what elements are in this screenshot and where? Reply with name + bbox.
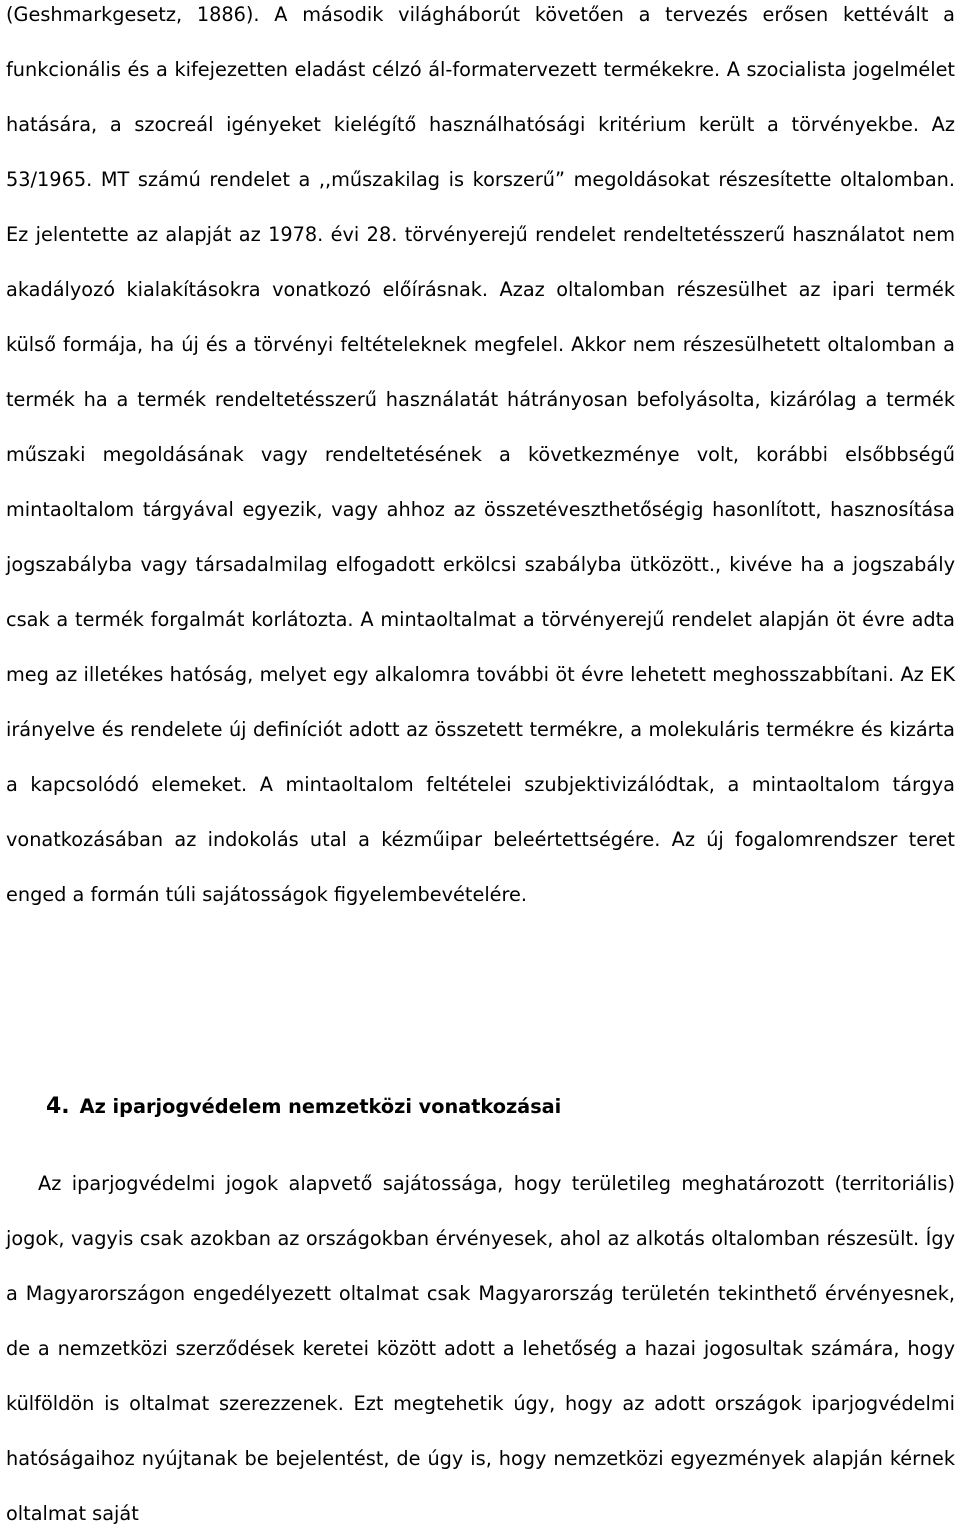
body-paragraph-design-law-history: (Geshmarkgesetz, 1886). A második világháborút követően a tervezés erősen kettévált a funkcionális és a kifejezetten eladást célzó ál-formatervezett termékekre. A szocialista jogelmélet hatására, a szocreál igényeket kielégítő használhatósági kritérium került a törvényekbe. Az 53/1965. MT számú rendelet a ,,műszakilag is korszerű” megoldásokat részesítette oltalomban. Ez jelentette az alapját az 1978. évi 28. törvényerejű rendelet rendeltetésszerű használatot nem akadályozó kialakításokra vonatkozó előírásnak. Azaz oltalomban részesülhet az ipari termék külső formája, ha új és a törvényi feltételeknek megfelel. Akkor nem részesülhetett oltalomban a termék ha a termék rendeltetésszerű használatát hátrányosan befolyásolta, kizárólag a termék műszaki megoldásának vagy rendeltetésének a következménye volt, korábbi elsőbbségű mintaoltalom tárgyával egyezik, vagy ahhoz az összetéveszthetőségig hasonlított, hasznosítása jogszabályba vagy társadalmilag elfogadott erkölcsi szabályba ütközött., kivéve ha a jogszabály csak a termék forgalmát korlátozta. A mintaoltalmat a törvényerejű rendelet alapján öt évre adta meg az illetékes hatóság, melyet egy alkalomra további öt évre lehetett meghosszabbítani. Az EK irányelve és rendelete új definíciót adott az összetett termékre, a molekuláris termékre és kizárta a kapcsolódó elemeket. A mintaoltalom feltételei szubjektivizálódtak, a mintaoltalom tárgya vonatkozásában az indokolás utal a kézműipar beleértettségére. Az új fogalomrendszer teret enged a formán túli sajátosságok figyelembevételére.	[6, 3, 955, 906]
section-number: 4.	[46, 1094, 70, 1119]
body-paragraph-international-aspects: Az iparjogvédelmi jogok alapvető sajátossága, hogy területileg meghatározott (territoriális) jogok, vagyis csak azokban az országokban érvényesek, ahol az alkotás oltalomban részesült. Így a Magyarországon engedélyezett oltalmat csak Magyarország területén tekinthető érvényesnek, de a nemzetközi szerződések keretei között adott a lehetőség a hazai jogosultak számára, hogy külföldön is oltalmat szerezzenek. Ezt megtehetik úgy, hogy az adott országok iparjogvédelmi hatóságaihoz nyújtanak be bejelentést, de úgy is, hogy nemzetközi egyezmények alapján kérnek oltalmat saját	[6, 1172, 955, 1525]
section-heading	[46, 1085, 561, 1125]
section-title: Az iparjogvédelem nemzetközi vonatkozásai	[79, 1095, 562, 1118]
